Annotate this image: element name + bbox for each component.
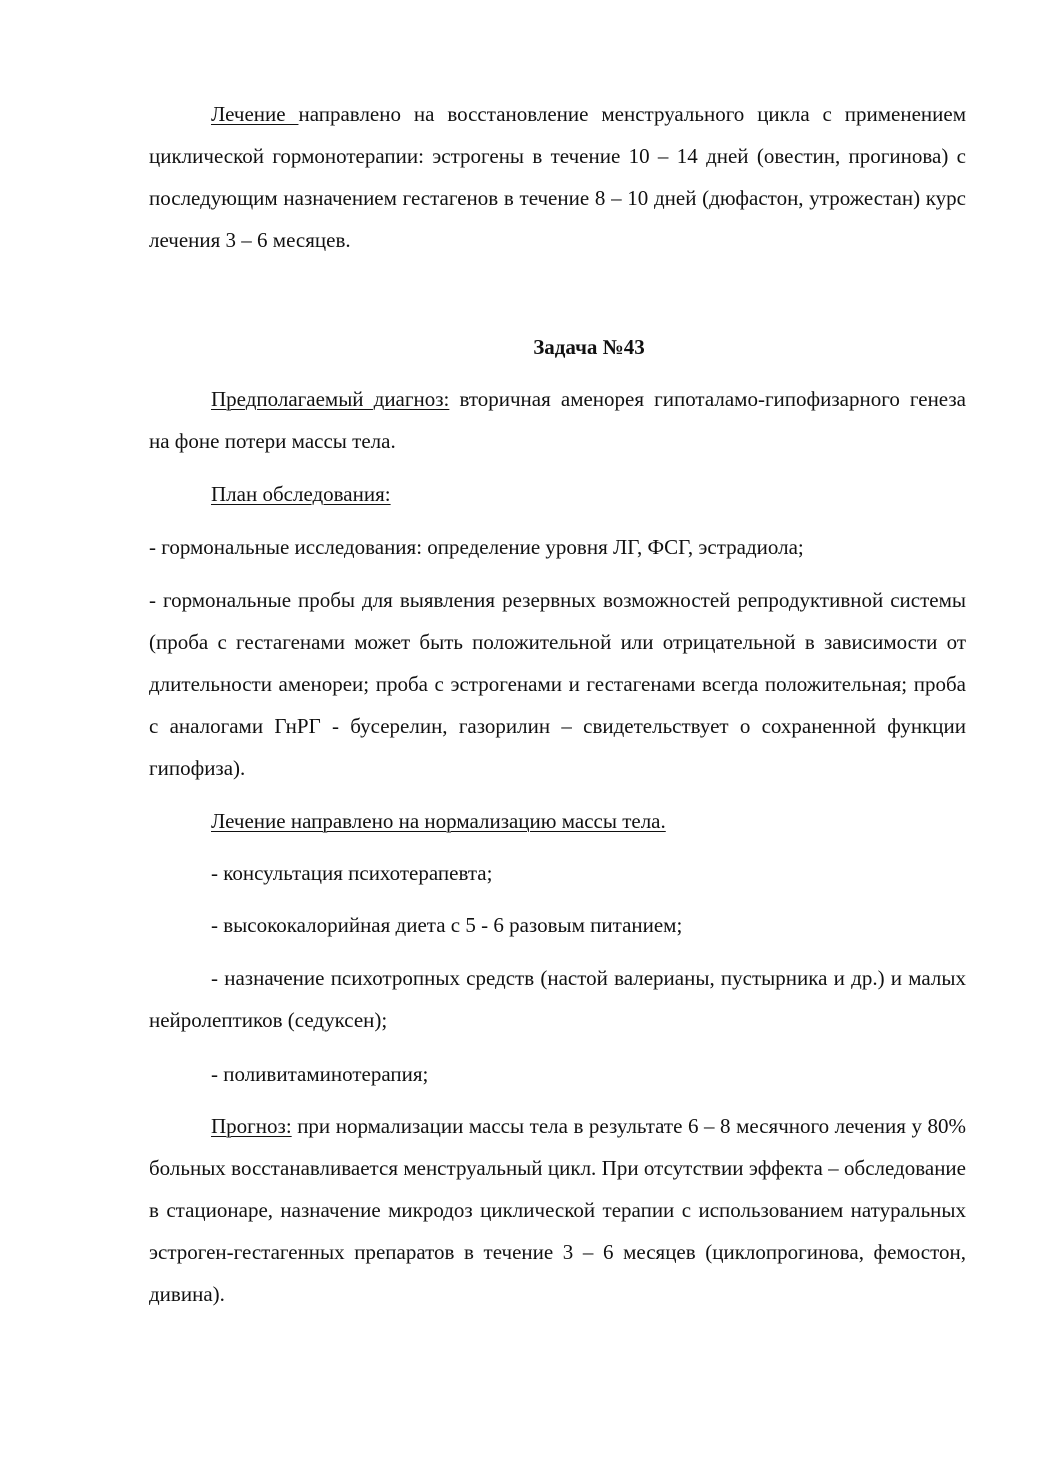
plan-heading-text: План обследования: — [211, 482, 391, 506]
treatment-item: - назначение психотропных средств (настой валерианы, пустырника и др.) и малых нейролептиков (седуксен); — [149, 966, 966, 1032]
treatment-paragraph — [149, 93, 966, 261]
plan-item: - гормональные пробы для выявления резервных возможностей репродуктивной системы (проба с гестагенами может быть положительной или отрицательной в зависимости от длительности аменореи; проба с эстрогенами и гестагенами всегда положительная; проба с аналогами ГнРГ - бусерелин, газорилин – свидетельствует о сохраненной функции гипофиза). — [149, 588, 966, 780]
treatment-text: направлено на восстановление менструального цикла с применением циклической гормонотерапии: эстрогены в течение 10 – 14 дней (овестин, прогинова) с последующим назначением гестагенов в течение 8 – 10 дней (дюфастон, утрожестан) курс лечения 3 – 6 месяцев. — [149, 102, 967, 252]
treatment-item: - поливитаминотерапия; — [211, 1062, 429, 1086]
plan-heading — [211, 473, 966, 515]
diagnosis-text: вторичная аменорея гипоталамо-гипофизарного генеза на фоне потери массы тела. — [149, 387, 967, 453]
task-title: Задача №43 — [533, 335, 645, 359]
prognosis-label: Прогноз: — [211, 1114, 292, 1138]
diagnosis-paragraph — [149, 378, 966, 462]
treatment-label: Лечение — [211, 102, 299, 126]
diagnosis-label: Предполагаемый диагноз: — [211, 387, 450, 411]
prognosis-text: при нормализации массы тела в результате 6 – 8 месячного лечения у 80% больных восстанавливается менструальный цикл. При отсутствии эффекта – обследование в стационаре, назначение микродоз циклической терапии с использованием натуральных эстроген-гестагенных препаратов в течение 3 – 6 месяцев (циклопрогинова, фемостон, дивина). — [149, 1114, 966, 1306]
treatment-item: - высококалорийная диета с 5 - 6 разовым питанием; — [211, 913, 683, 937]
treatment-heading — [211, 800, 966, 842]
prognosis-paragraph — [149, 1105, 966, 1315]
plan-item: - гормональные исследования: определение уровня ЛГ, ФСГ, эстрадиола; — [149, 535, 804, 559]
treatment-item: - консультация психотерапевта; — [211, 861, 493, 885]
treatment-heading-text: Лечение направлено на нормализацию массы тела. — [211, 809, 666, 833]
